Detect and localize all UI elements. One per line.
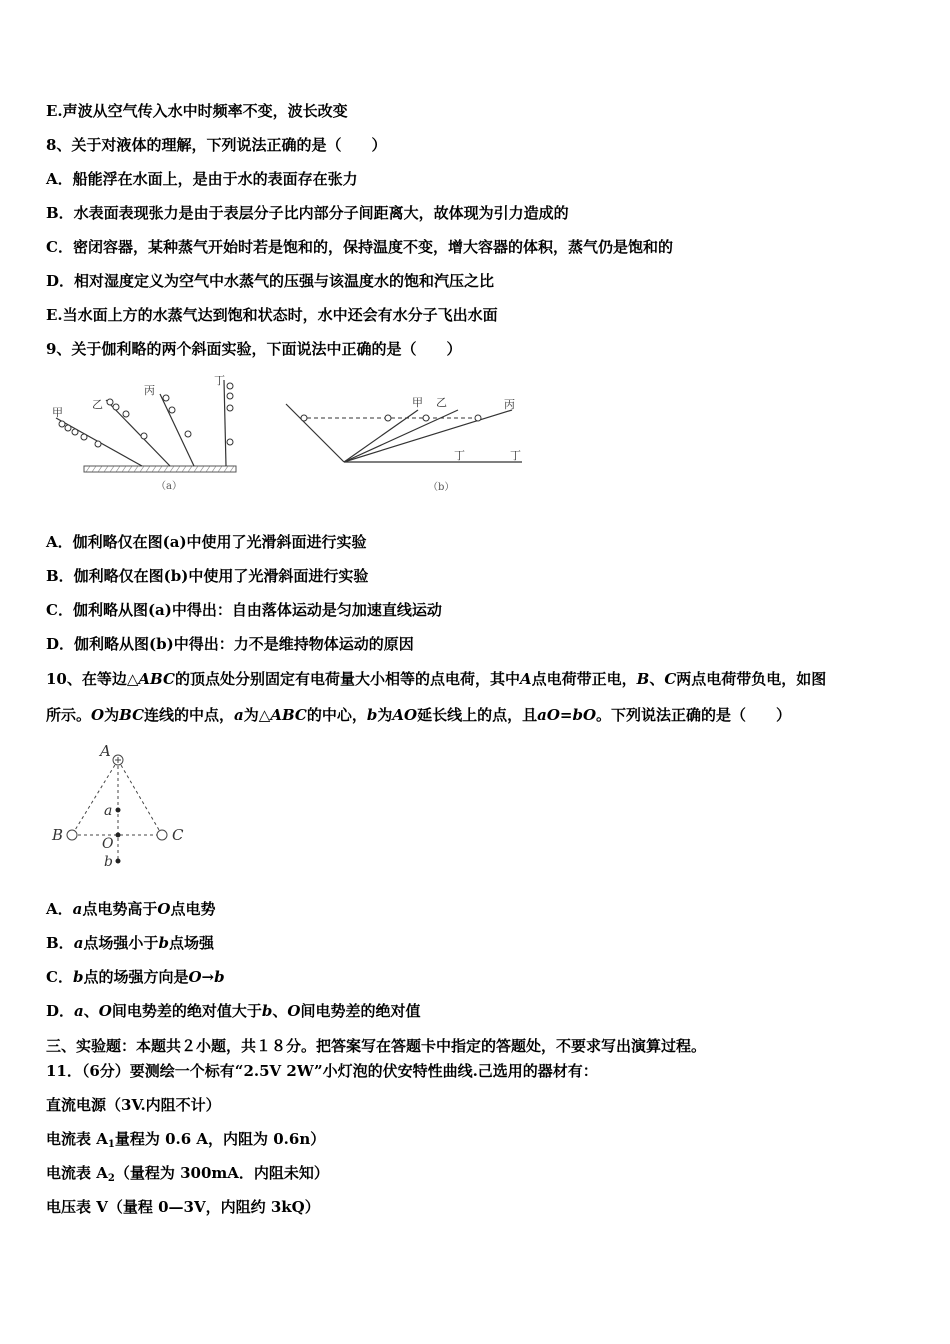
q9-stem: 9、关于伽利略的两个斜面实验，下面说法中正确的是（ ） <box>46 340 462 358</box>
charge-c-negative <box>157 830 167 840</box>
ramp-left <box>286 404 344 462</box>
q11-item-power: 直流电源（3V.内阻不计） <box>46 1096 221 1114</box>
q11-item-voltmeter: 电压表 V（量程 0—3V，内阻约 3kQ） <box>46 1198 320 1216</box>
fig-b-caption: （b） <box>428 482 455 493</box>
fig-label-o: O <box>102 836 114 852</box>
q10-figure-triangle <box>48 740 198 875</box>
q10-option-a: A．a点电势高于O点电势 <box>46 900 216 918</box>
q10-stem-line1: 10、在等边△ABC的顶点处分别固定有电荷量大小相等的点电荷，其中A点电荷带正电，B、C两点电荷带负电，如图 <box>46 670 827 688</box>
q8-stem: 8、关于对液体的理解，下列说法正确的是（ ） <box>46 136 387 154</box>
fig-label-a-point: a <box>104 803 113 819</box>
point-a <box>116 808 121 813</box>
section-3-heading: 三、实验题：本题共２小题，共１８分。把答案写在答题卡中指定的答题处，不要求写出演算过程。 <box>46 1037 707 1055</box>
side-ac <box>118 760 162 835</box>
q8-option-e: E.当水面上方的水蒸气达到饱和状态时，水中还会有水分子飞出水面 <box>46 306 498 324</box>
fig-label-b-point: b <box>104 854 113 870</box>
fig-b-label-bing: 丙 <box>504 398 515 411</box>
q9-option-a: A．伽利略仅在图(a)中使用了光滑斜面进行实验 <box>46 533 367 551</box>
q11-item-ammeter-a2: 电流表 $A_2$（量程为 300mA．内阻未知） <box>46 1164 329 1184</box>
q8-option-b: B．水表面表现张力是由于表层分子比内部分子间距离大，故体现为引力造成的 <box>46 204 569 222</box>
q10-option-d: D．a、O间电势差的绝对值大于b、O间电势差的绝对值 <box>46 1002 421 1020</box>
fig-label-c-vertex: C <box>172 826 184 844</box>
q10-option-b: B．a点场强小于b点场强 <box>46 934 214 952</box>
q8-option-a: A．船能浮在水面上，是由于水的表面存在张力 <box>46 170 358 188</box>
fig-a-caption: （a） <box>156 481 182 492</box>
fig-b-label-ding-1: 丁 <box>454 449 465 462</box>
incline-3 <box>160 394 194 466</box>
point-b <box>116 859 121 864</box>
fig-b-label-jia: 甲 <box>412 396 423 409</box>
q10-option-c: C．b点的场强方向是O→b <box>46 968 225 986</box>
q8-option-c: C．密闭容器，某种蒸气开始时若是饱和的，保持温度不变，增大容器的体积，蒸气仍是饱和的 <box>46 238 673 256</box>
fig-a-label-ding: 丁 <box>214 374 225 387</box>
charge-b-negative <box>67 830 77 840</box>
q10-stem-line2: 所示。O为BC连线的中点，a为△ABC的中心，b为AO延长线上的点，且aO=bO。下列说法正确的是（ ） <box>46 706 792 724</box>
fig-b-label-ding-2: 丁 <box>510 449 521 462</box>
point-o <box>116 833 121 838</box>
fig-b-label-yi: 乙 <box>436 396 447 409</box>
incline-4 <box>224 380 226 466</box>
q9-option-b: B．伽利略仅在图(b)中使用了光滑斜面进行实验 <box>46 567 369 585</box>
q9-option-c: C．伽利略从图(a)中得出：自由落体运动是匀加速直线运动 <box>46 601 442 619</box>
q9-figure-b <box>278 390 538 495</box>
fig-label-b-vertex: B <box>52 826 64 844</box>
q11-item-ammeter-a1: 电流表 $A_1$量程为 0.6 A，内阻为 0.6n） <box>46 1130 326 1150</box>
fig-a-label-yi: 乙 <box>92 398 103 411</box>
fig-label-a-vertex: A <box>100 742 111 760</box>
fig-a-label-jia: 甲 <box>52 406 63 419</box>
q11-stem: 11．（6分）要测绘一个标有“2.5V 2W”小灯泡的伏安特性曲线.己选用的器材有： <box>46 1062 598 1080</box>
side-ab <box>72 760 118 835</box>
q9-figure-a <box>44 370 244 495</box>
q9-option-d: D．伽利略从图(b)中得出：力不是维持物体运动的原因 <box>46 635 414 653</box>
q8-option-d: D．相对湿度定义为空气中水蒸气的压强与该温度水的饱和汽压之比 <box>46 272 495 290</box>
fig-a-label-bing: 丙 <box>144 384 155 397</box>
q7-option-e: E.声波从空气传入水中时频率不变，波长改变 <box>46 102 348 120</box>
